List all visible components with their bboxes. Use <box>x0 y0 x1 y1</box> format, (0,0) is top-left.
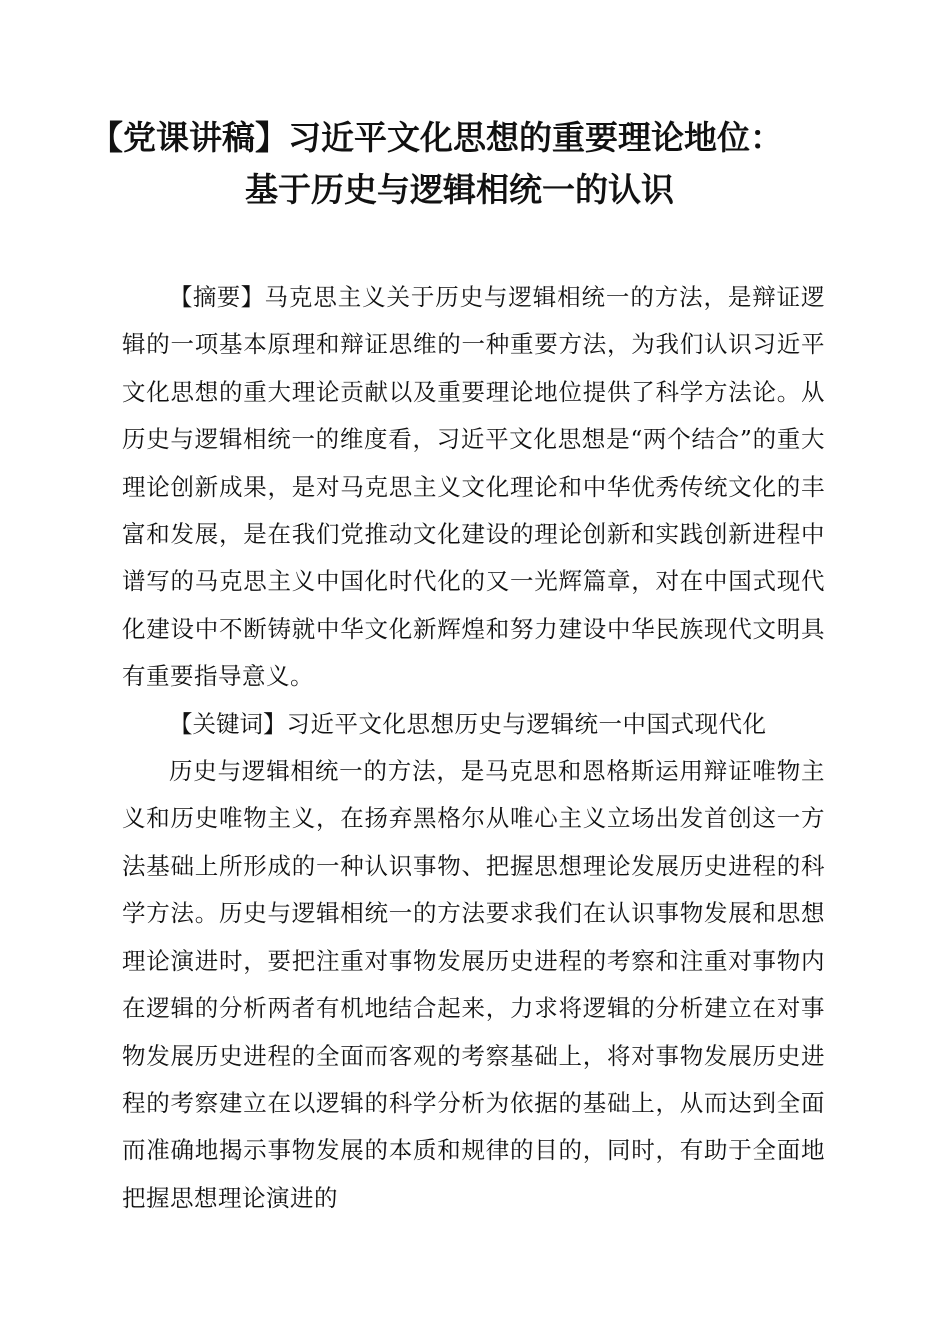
abstract-paragraph <box>122 274 825 701</box>
body-paragraph: 历史与逻辑相统一的方法，是马克思和恩格斯运用辩证唯物主义和历史唯物主义，在扬弃黑格尔从唯心主义立场出发首创这一方法基础上所形成的一种认识事物、把握思想理论发展历史进程的科学方法。历史与逻辑相统一的方法要求我们在认识事物发展和思想理论演进时，要把注重对事物发展历史进程的考察和注重对事物内在逻辑的分析两者有机地结合起来，力求将逻辑的分析建立在对事物发展历史进程的全面而客观的考察基础上，将对事物发展历史进程的考察建立在以逻辑的科学分析为依据的基础上，从而达到全面而准确地揭示事物发展的本质和规律的目的，同时，有助于全面地把握思想理论演进的 <box>122 757 825 1212</box>
keywords-label: 【关键词】 <box>169 709 287 738</box>
title-line-1: 【党课讲稿】习近平文化思想的重要理论地位： <box>90 118 783 157</box>
abstract-text: 马克思主义关于历史与逻辑相统一的方法，是辩证逻辑的一项基本原理和辩证思维的一种重要方法，为我们认识习近平文化思想的重大理论贡献以及重要理论地位提供了科学方法论。从历史与逻辑相统一的维度看，习近平文化思想是“两个结合”的重大理论创新成果，是对马克思主义文化理论和中华优秀传统文化的丰富和发展，是在我们党推动文化建设的理论创新和实践创新进程中谱写的马克思主义中国化时代化的又一光辉篇章，对在中国式现代化建设中不断铸就中华文化新辉煌和努力建设中华民族现代文明具有重要指导意义。 <box>122 283 826 691</box>
title-line-2: 基于历史与逻辑相统一的认识 <box>245 170 674 209</box>
keywords-text: 习近平文化思想历史与逻辑统一中国式现代化 <box>286 709 767 738</box>
keywords-paragraph <box>122 701 825 748</box>
document-body <box>122 274 825 1222</box>
page-title <box>90 112 860 216</box>
abstract-label: 【摘要】 <box>169 283 265 311</box>
